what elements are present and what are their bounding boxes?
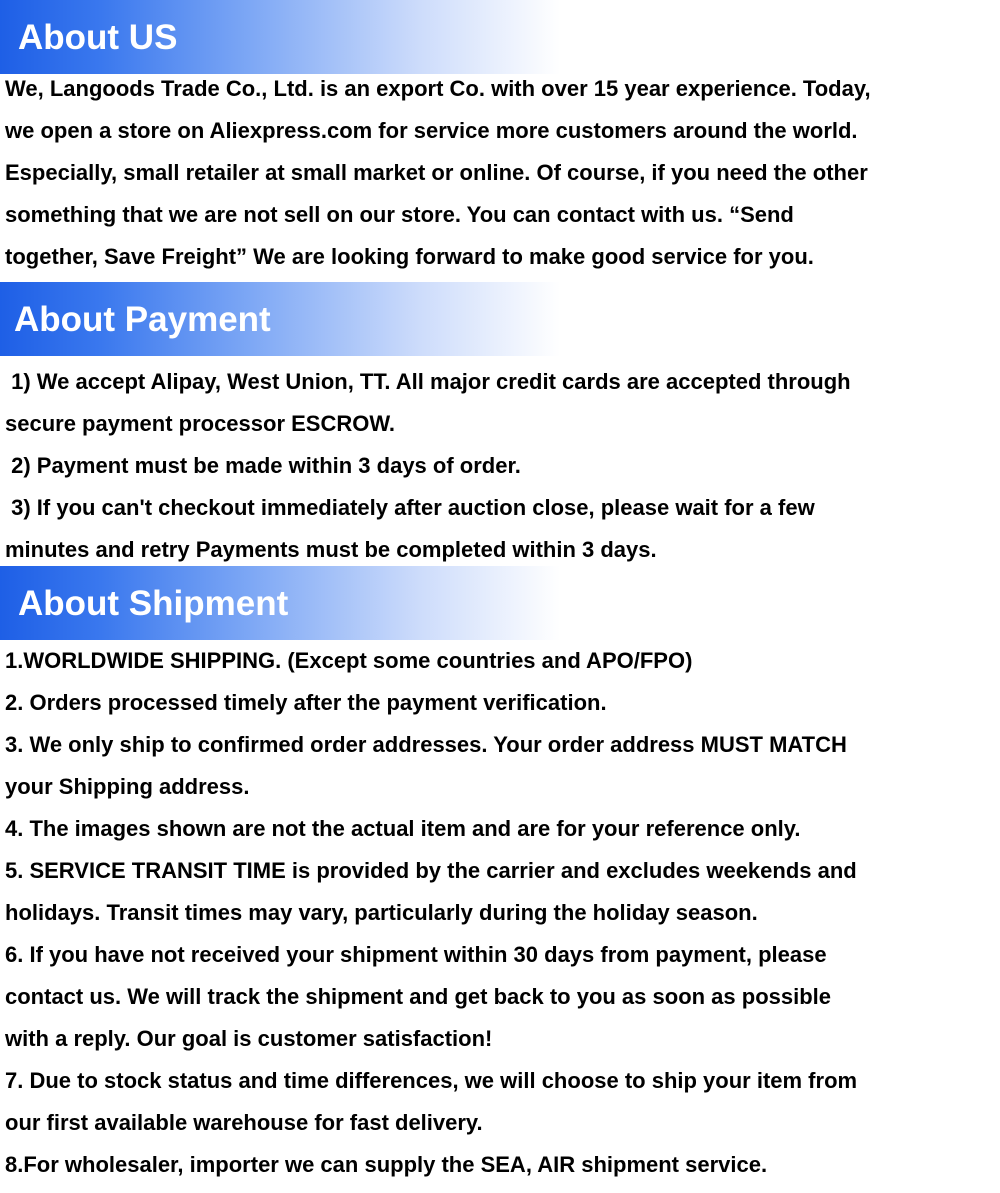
about-payment-line: 1) We accept Alipay, West Union, TT. All major credit cards are accepted through (5, 369, 851, 394)
about-payment-header (0, 282, 560, 356)
about-payment-text (5, 361, 992, 571)
about-payment-line: 3) If you can't checkout immediately after auction close, please wait for a few (5, 495, 815, 520)
about-shipment-line: with a reply. Our goal is customer satisfaction! (5, 1026, 493, 1051)
about-us-line: Especially, small retailer at small market or online. Of course, if you need the other (5, 160, 868, 185)
about-shipment-line: 3. We only ship to confirmed order addresses. Your order address MUST MATCH (5, 732, 847, 757)
about-us-header (0, 0, 560, 74)
about-shipment-line: 2. Orders processed timely after the payment verification. (5, 690, 607, 715)
about-us-line: we open a store on Aliexpress.com for service more customers around the world. (5, 118, 858, 143)
about-payment-line: 2) Payment must be made within 3 days of order. (5, 453, 521, 478)
about-shipment-line: 1.WORLDWIDE SHIPPING. (Except some countries and APO/FPO) (5, 648, 693, 673)
about-us-title: About US (18, 18, 178, 57)
about-us-text (5, 68, 992, 278)
about-shipment-line: our first available warehouse for fast delivery. (5, 1110, 483, 1135)
about-shipment-title: About Shipment (18, 584, 289, 623)
about-shipment-line: 6. If you have not received your shipment within 30 days from payment, please (5, 942, 827, 967)
about-payment-line: minutes and retry Payments must be completed within 3 days. (5, 537, 657, 562)
about-us-line: We, Langoods Trade Co., Ltd. is an export Co. with over 15 year experience. Today, (5, 76, 871, 101)
about-shipment-line: holidays. Transit times may vary, particularly during the holiday season. (5, 900, 758, 925)
about-shipment-line: contact us. We will track the shipment and get back to you as soon as possible (5, 984, 832, 1009)
about-shipment-header (0, 566, 560, 640)
about-shipment-line: 8.For wholesaler, importer we can supply the SEA, AIR shipment service. (5, 1152, 768, 1177)
about-payment-title: About Payment (14, 300, 271, 339)
about-shipment-line: 4. The images shown are not the actual item and are for your reference only. (5, 816, 801, 841)
about-payment-line: secure payment processor ESCROW. (5, 411, 396, 436)
about-shipment-text (5, 640, 992, 1186)
about-shipment-line: your Shipping address. (5, 774, 250, 799)
about-us-line: something that we are not sell on our store. You can contact with us. “Send (5, 202, 794, 227)
about-shipment-line: 7. Due to stock status and time differences, we will choose to ship your item from (5, 1068, 858, 1093)
about-us-line: together, Save Freight” We are looking forward to make good service for you. (5, 244, 814, 269)
about-shipment-line: 5. SERVICE TRANSIT TIME is provided by the carrier and excludes weekends and (5, 858, 857, 883)
